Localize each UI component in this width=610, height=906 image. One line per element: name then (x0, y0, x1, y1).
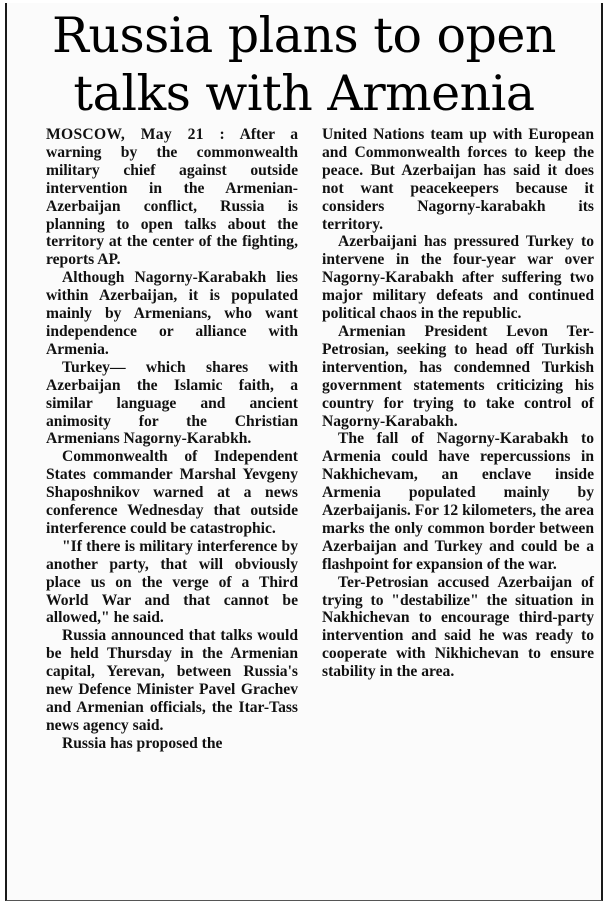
headline-line-2: talks with Armenia (73, 65, 535, 122)
article-paragraph: Turkey— which shares with Azerbaijan the Islamic faith, a similar language and ancient animosity for the Christian Armenians Nagorny-Karabkh. (46, 358, 298, 448)
headline-line-1: Russia plans to open (52, 7, 556, 64)
article-paragraph: Ter-Petrosian accused Azerbaijan of trying to "destabilize" the situation in Nakhichevan to encourage third-party intervention and said he was ready to cooperate with Nikhichevan to ensure stability in the area. (322, 573, 594, 681)
article-paragraph: Armenian President Levon Ter-Petrosian, seeking to head off Turkish intervention, has condemned Turkish government statements criticizing his country for trying to take control of Nagorny-Karabakh. (322, 322, 594, 430)
dateline: MOSCOW, May 21 : (46, 126, 226, 143)
article-paragraph: Russia announced that talks would be held Thursday in the Armenian capital, Yerevan, between Russia's new Defence Minister Pavel Grachev and Armenian officials, the Itar-Tass news agency said. (46, 627, 298, 734)
article-paragraph: Commonwealth of Independent States commander Marshal Yevgeny Shaposhnikov warned at a news conference Wednesday that outside interference could be catastrophic. (46, 448, 298, 537)
article-paragraph: Although Nagorny-Karabakh lies within Azerbaijan, it is populated mainly by Armenians, who want independence or alliance with Armenia. (46, 269, 298, 358)
article-paragraph: "If there is military interference by another party, that will obviously place us on the verge of a Third World War and that cannot be allowed," he said. (46, 537, 298, 627)
article-paragraph: The fall of Nagorny-Karabakh to Armenia could have repercussions in Nakhichevam, an enclave inside Armenia populated mainly by Azerbaijanis. For 12 kilometers, the area marks the only common border between Azerbaijan and Turkey and could be a flashpoint for expansion of the war. (322, 430, 594, 573)
article-paragraph: Azerbaijani has pressured Turkey to intervene in the four-year war over Nagorny-Karabakh after suffering two major military defeats and continued political chaos in the republic. (322, 233, 594, 323)
article-paragraph: Russia has proposed the (62, 734, 223, 752)
article-column-left (46, 126, 298, 753)
article-paragraph: MOSCOW, May 21 : After a warning by the commonwealth military chief against outside intervention in the Armenian-Azerbaijan conflict, Russia is planning to open talks about the territory at the center of the fighting, reports AP. (46, 126, 298, 269)
headline (7, 7, 601, 123)
article-column-right (322, 126, 594, 681)
article-paragraph: United Nations team up with European and Commonwealth forces to keep the peace. But Azerbaijan has said it does not want peacekeepers because it considers Nagorny-karabakh its territory. (322, 126, 594, 233)
